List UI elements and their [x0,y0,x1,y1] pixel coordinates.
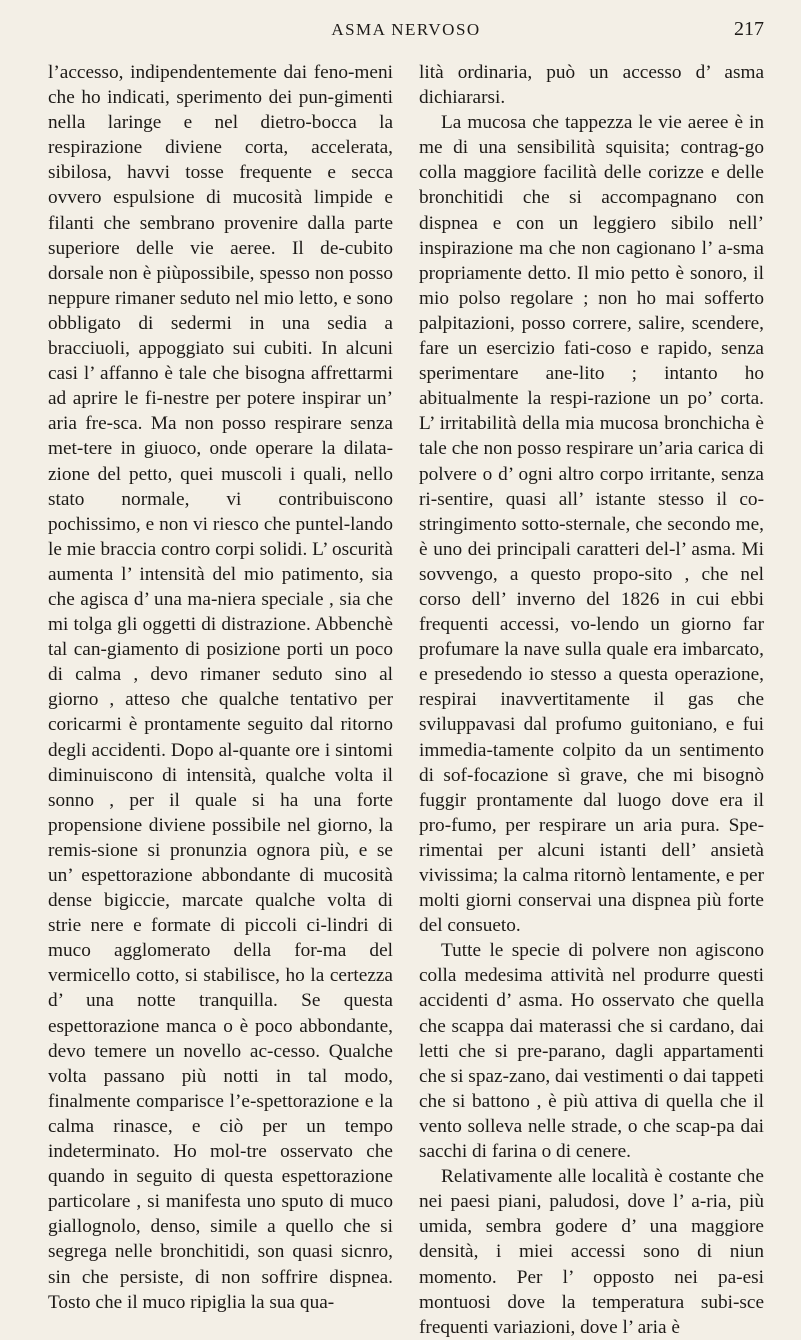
paragraph: lità ordinaria, può un accesso d’ asma dichiararsi. [419,62,764,109]
left-column [48,60,393,1315]
paragraph: Relativamente alle località è costante che nei paesi piani, paludosi, dove l’ a-ria, più umida, sembra godere d’ una maggiore densità, i miei accessi sono di niun momento. Per l’ opposto nei pa-esi montuosi dove la temperatura subi-sce frequenti variazioni, dove l’ aria è [419,1166,764,1338]
page-number: 217 [734,18,764,40]
paragraph: Tutte le specie di polvere non agiscono colla medesima attività nel produrre questi accidenti d’ asma. Ho osservato che quella che scappa dai materassi che si cardano, dai letti che si pre-parano, dagli appartamenti che si spaz-zano, dai vestimenti o dai tappeti che si battono , è più attiva di quella che il vento solleva nelle strade, o che scap-pa dai sacchi di farina o di cenere. [419,940,764,1163]
paragraph: l’accesso, indipendentemente dai feno-meni che ho indicati, sperimento dei pun-gimenti nella laringe e nel dietro-bocca la respirazione diviene corta, accelerata, sibilosa, havvi tosse frequente e secca ovvero espulsione di mucosità limpide e filanti che sembrano provenire dalla parte superiore delle vie aeree. Il de-cubito dorsale non è piùpossibile, spesso non posso neppure rimaner seduto nel mio letto, e sono obbligato di sedermi in una sedia a bracciuoli, appoggiato sui cubiti. In alcuni casi l’ affanno è tale che bisogna affrettarmi ad aprire le fi-nestre per potere inspirar un’ aria fre-sca. Ma non posso respirare senza met-tere in giuoco, onde operare la dilata-zione del petto, quei muscoli i quali, nello stato normale, vi contribuiscono pochissimo, e non vi riesco che puntel-lando le mie braccia contro corpi solidi. L’ oscurità aumenta l’ intensità del mio patimento, sia che agisca d’ una ma-niera speciale , sia che mi tolga gli oggetti di distrazione. Abbenchè tal can-giamento di posizione porti un poco di calma , devo rimaner seduto sino al giorno , atteso che qualche tentativo per coricarmi è prontamente seguito dal ritorno degli accidenti. Dopo al-quante ore i sintomi diminuiscono di intensità, qualche volta il sonno , per il quale si ha una forte propensione diviene possibile nel giorno, la remis-sione si pronunzia ognora più, e se un’ espettorazione abbondante di mucosità dense bigiccie, marcate qualche volta di strie nere e formate di piccoli ci-lindri di muco agglomerato della for-ma del vermicello cotto, si stabilisce, ho la certezza d’ una notte tranquilla. Se questa espettorazione manca o è poco abbondante, devo temere un novello ac-cesso. Qualche volta passano più notti in tal modo, finalmente comparisce l’e-spettorazione e la calma rinasce, e ciò per un tempo indeterminato. Ho mol-tre osservato che quando in seguito di questa espettorazione particolare , si manifesta uno sputo di muco giallognolo, denso, simile a quello che si segrega nelle bronchitidi, son quasi sicnro, sin che persiste, di non soffrire dispnea. Tosto che il muco ripiglia la sua qua- [48,62,393,1313]
running-head: ASMA NERVOSO [331,20,481,39]
page-header [48,18,764,48]
right-column [419,60,764,1340]
paragraph: La mucosa che tappezza le vie aeree è in me di una sensibilità squisita; contrag-go colla maggiore facilità delle corizze e delle bronchitidi che si accompagnano con dispnea e con un leggiero sibilo nell’ inspirazione ma che non cagionano l’ a-sma propriamente detto. Il mio petto è sonoro, il mio polso regolare ; non ho mai sofferto palpitazioni, posso correre, salire, scendere, fare un esercizio fati-coso e rapido, senza sperimentare ane-lito ; intanto ho abitualmente la respi-razione un po’ corta. L’ irritabilità della mia mucosa bronchicha è tale che non posso respirare un’aria carica di polvere o d’ ogni altro corpo irritante, senza ri-sentire, quasi all’ istante stesso il co-stringimento sotto-sternale, che secondo me, è uno dei principali caratteri del-l’ asma. Mi sovvengo, a questo propo-sito , che nel corso dell’ inverno del 1826 in cui ebbi frequenti accessi, vo-lendo un giorno far profumare la nave sulla quale era imbarcato, e presedendo io stesso a questa operazione, respirai inavvertitamente il gas che sviluppavasi dal profumo guitoniano, e fui immedia-tamente colpito da un sentimento di sof-focazione sì grave, che mi bisognò fuggir prontamente dal luogo dove era il pro-fumo, per respirare un aria pura. Spe-rimentai per alcuni istanti dell’ ansietà vivissima; la calma ritornò lentamente, e per molti giorni conservai una dispnea più forte del consueto. [419,112,764,937]
